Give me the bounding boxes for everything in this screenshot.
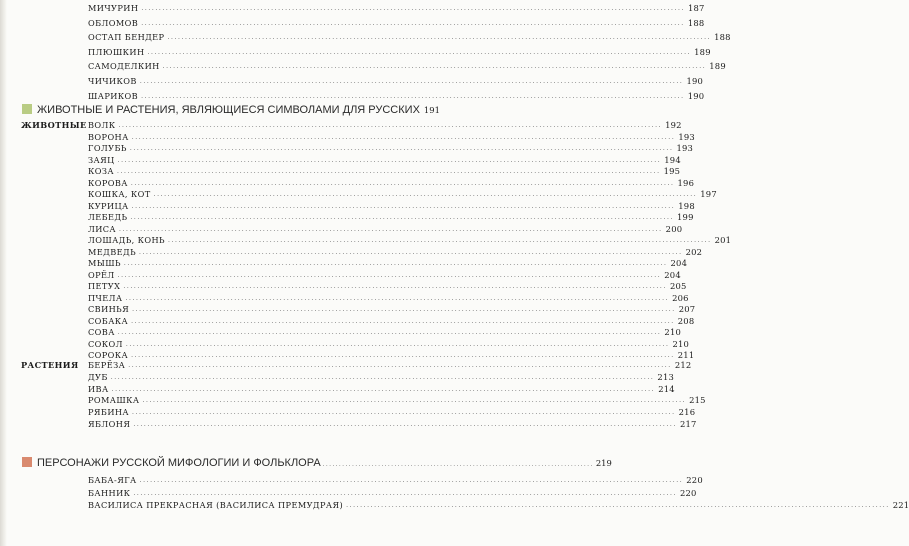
entry-title: ВОРОНА [88,131,129,142]
entry-page-number: 190 [686,76,704,86]
entry-page-number: 194 [664,154,681,165]
entry-page-number: 210 [664,327,682,337]
toc-entry [88,200,695,212]
entry-title: ПЛЮШКИН [88,46,145,57]
entry-title: СВИНЬЯ [88,304,130,314]
section-page-number: 191 [423,105,440,115]
toc-entry [88,280,687,292]
toc-entry [88,338,690,350]
entry-page-number: 202 [685,246,703,257]
leader-dots [141,91,685,103]
toc-entry [88,269,681,281]
entry-title: МЕДВЕДЬ [88,246,136,257]
entry-page-number: 193 [676,143,694,153]
toc-entry [88,60,726,72]
entry-title: ВАСИЛИСА ПРЕКРАСНАЯ (ВАСИЛИСА ПРЕМУДРАЯ) [88,500,344,510]
entry-title: СОРОКА [88,350,129,360]
section-animals-plants [22,103,440,116]
toc-entry [88,223,683,235]
toc-entry [88,418,697,430]
section-marker-square-icon [22,104,32,114]
entry-page-number: 192 [665,120,682,130]
section-title: ПЕРСОНАЖИ РУССКОЙ МИФОЛОГИИ И ФОЛЬКЛОРА [37,457,321,469]
entry-page-number: 220 [680,487,697,498]
entry-title: ПЕТУХ [88,281,121,291]
entry-title: БЕРЁЗА [88,360,126,370]
section-marker-square-icon [22,457,32,467]
entry-page-number: 188 [687,17,705,28]
entry-title: СОБАКА [88,315,129,326]
toc-entry [88,371,675,383]
leader-dots [323,462,594,468]
toc-entry [88,90,705,102]
entry-title: МИЧУРИН [88,3,139,13]
entry-page-number: 207 [678,304,696,314]
leader-dots [141,3,685,15]
toc-entry [88,234,732,246]
entry-title: ОСТАП БЕНДЕР [88,32,165,43]
toc-entry [88,46,711,58]
entry-title: ЗАЯЦ [88,154,115,165]
entry-title: ЧИЧИКОВ [88,76,137,86]
entry-page-number: 189 [709,61,726,72]
toc-entry [88,188,717,200]
toc-entry [88,487,697,499]
toc-entry [88,17,705,29]
toc-entry [88,326,682,338]
entry-page-number: 204 [670,258,688,268]
entry-title: ЯБЛОНЯ [88,419,131,429]
leader-dots [148,47,692,59]
section-page-number: 219 [595,458,612,468]
entry-title: РЯБИНА [88,407,130,418]
category-label-animals: ЖИВОТНЫЕ [21,120,87,130]
toc-entry [88,406,696,418]
entry-page-number: 215 [689,395,706,406]
entry-page-number: 199 [677,212,694,222]
entry-title: ПЧЕЛА [88,292,123,303]
toc-entry [88,154,681,166]
entry-page-number: 201 [714,235,732,245]
entry-page-number: 208 [677,315,695,326]
toc-entry [88,165,681,177]
leader-dots [167,32,711,44]
entry-page-number: 187 [687,3,705,13]
toc-entry [88,31,731,43]
entry-page-number: 193 [678,131,695,142]
toc-entry [88,177,695,189]
entry-page-number: 198 [678,200,695,211]
toc-entry [88,499,909,511]
section-title: ЖИВОТНЫЕ И РАСТЕНИЯ, ЯВЛЯЮЩИЕСЯ СИМВОЛАМИ ДЛЯ РУССКИХ [37,104,420,116]
toc-entry [88,383,675,395]
entry-page-number: 206 [672,292,689,303]
toc-entry [88,394,706,406]
entry-title: КОШКА, КОТ [88,189,151,199]
entry-page-number: 196 [677,177,695,188]
entry-title: МЫШЬ [88,258,121,268]
entry-title: БАБА-ЯГА [88,475,137,485]
entry-title: СОКОЛ [88,338,123,349]
entry-page-number: 212 [674,360,692,370]
entry-title: ВОЛК [88,120,116,130]
leader-dots [140,76,684,88]
entry-title: КОЗА [88,166,114,176]
leader-dots [346,500,890,512]
entry-title: ЛИСА [88,223,117,234]
entry-page-number: 195 [663,166,681,176]
entry-title: САМОДЕЛКИН [88,61,160,72]
toc-entry [88,119,682,131]
entry-page-number: 217 [679,419,697,429]
toc-entry [88,474,703,486]
entry-page-number: 188 [714,32,731,43]
entry-title: РОМАШКА [88,395,140,406]
toc-entry [88,315,695,327]
entry-title: ИВА [88,383,109,394]
toc-entry [88,292,689,304]
toc-entry [88,75,704,87]
entry-title: КОРОВА [88,177,128,188]
toc-entry [88,2,705,14]
toc-entry [88,303,696,315]
leader-dots [133,488,677,500]
entry-title: ДУБ [88,371,108,382]
toc-entry [88,211,694,223]
entry-page-number: 216 [678,407,696,418]
toc-entry [88,142,694,154]
entry-page-number: 200 [665,223,683,234]
entry-title: КУРИЦА [88,200,129,211]
page-edge-shadow [0,0,7,546]
leader-dots [140,475,684,487]
entry-title: ЛОШАДЬ, КОНЬ [88,235,165,245]
toc-entry [88,246,703,258]
leader-dots [163,61,707,73]
entry-title: СОВА [88,327,115,337]
entry-page-number: 190 [687,90,705,101]
entry-page-number: 210 [672,338,690,349]
toc-entry [88,131,695,143]
entry-page-number: 213 [657,371,675,382]
entry-title: ОБЛОМОВ [88,17,139,28]
entry-page-number: 221 [892,500,909,510]
toc-entry [88,257,688,269]
entry-page-number: 204 [664,269,681,280]
section-mythology [22,456,612,469]
entry-title: ШАРИКОВ [88,90,139,101]
entry-page-number: 189 [694,46,711,57]
entry-page-number: 214 [658,383,675,394]
entry-page-number: 205 [669,281,687,291]
entry-title: ОРЁЛ [88,269,115,280]
entry-title: БАННИК [88,487,131,498]
category-label-plants: РАСТЕНИЯ [21,360,79,370]
entry-title: ГОЛУБЬ [88,143,127,153]
entry-page-number: 220 [686,475,703,485]
leader-dots [141,18,685,30]
entry-page-number: 211 [677,350,695,360]
toc-entry [88,359,692,371]
entry-title: ЛЕБЕДЬ [88,212,128,222]
leader-dots [133,419,677,431]
entry-page-number: 197 [700,189,717,199]
